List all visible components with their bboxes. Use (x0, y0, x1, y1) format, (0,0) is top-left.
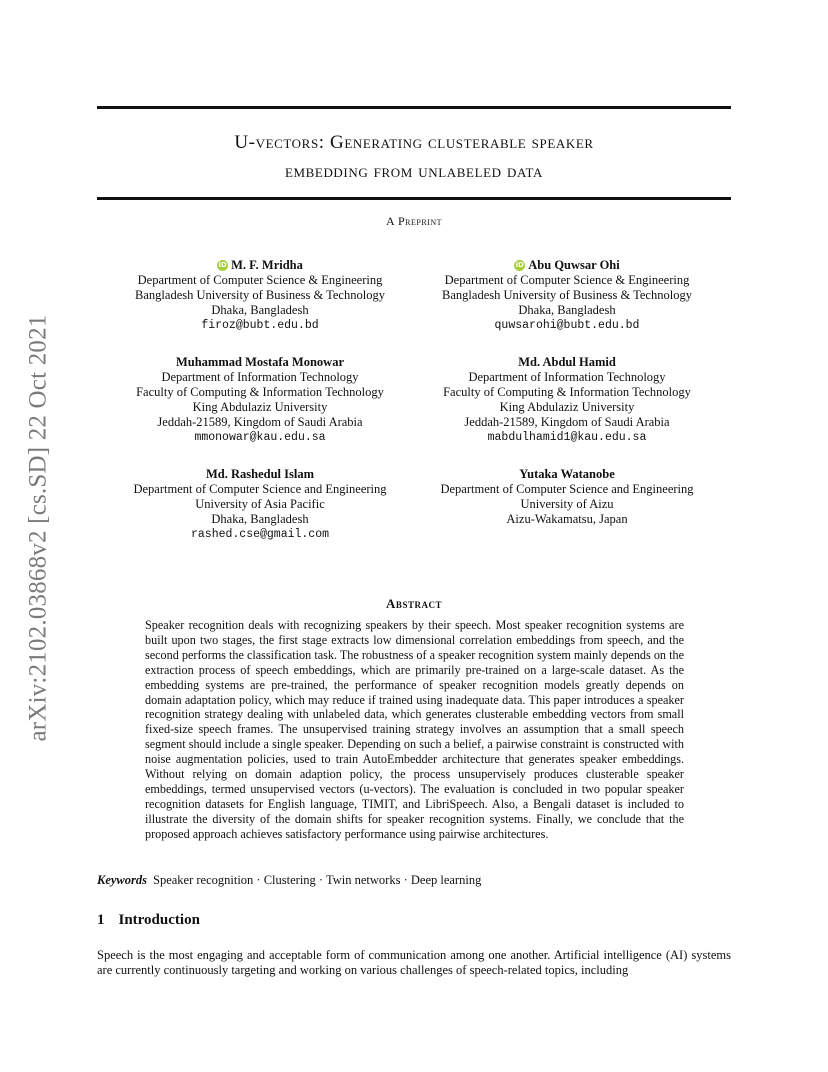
author-name: Muhammad Mostafa Monowar (175, 355, 345, 369)
author-name: iD M. F. Mridha (218, 258, 303, 272)
preprint-label: A Preprint (385, 214, 442, 228)
author-block (110, 258, 410, 333)
author-affiliation: King Abdulaziz University (192, 400, 328, 414)
author-affiliation: Department of Information Technology (468, 370, 666, 384)
abstract-heading: Abstract (386, 596, 442, 611)
author-affiliation: Department of Computer Science and Engineering (440, 482, 694, 496)
author-affiliation: Aizu-Wakamatsu, Japan (506, 512, 628, 526)
author-affiliation: Department of Computer Science and Engineering (133, 482, 387, 496)
author-affiliation: Jeddah-21589, Kingdom of Saudi Arabia (464, 415, 670, 429)
abstract-text: Speaker recognition deals with recognizing speakers by their speech. Most speaker recognition systems are built upon two stages, the first stage extracts low dimensional correlation embeddings from speech, and the second performs the classification task. The robustness of a speaker recognition system mainly depends on the extraction process of speech embeddings, which are primarily pre-trained on a large-scale dataset. As the embedding systems are pre-trained, the performance of speaker recognition models greatly depends on domain adaptation policy, which may reduce if trained using inadequate data. This paper introduces a speaker recognition strategy dealing with unlabeled data, which generates clusterable embedding vectors from small fixed-size speech frames. The unsupervised training strategy involves an assumption that a small speech segment should include a single speaker. Depending on such a belief, a pairwise constraint is constructed with noise augmentation policies, used to train AutoEmbedder architecture that generates speaker embeddings. Without relying on domain adaption policy, the process unsupervisely produces clusterable speaker embeddings, termed unsupervised vectors (u-vectors). The evaluation is concluded in two popular speaker recognition datasets for English language, TIMIT, and LibriSpeech. Also, a Bengali dataset is included to illustrate the diversity of the domain shifts for speaker recognition systems. Finally, we conclude that the proposed approach achieves satisfactory performance using pairwise architectures. (145, 618, 684, 841)
author-affiliation: University of Asia Pacific (195, 497, 325, 511)
author-email[interactable]: firoz@bubt.edu.bd (201, 319, 319, 332)
section-heading (97, 912, 200, 929)
author-name: Md. Abdul Hamid (518, 355, 616, 369)
author-affiliation: Dhaka, Bangladesh (211, 303, 309, 317)
author-affiliation: King Abdulaziz University (499, 400, 635, 414)
author-block (417, 355, 717, 445)
author-affiliation: University of Aizu (520, 497, 614, 511)
keywords-line (97, 873, 731, 888)
section-number: 1 (97, 912, 105, 928)
author-block (417, 258, 717, 333)
author-email[interactable]: mabdulhamid1@kau.edu.sa (487, 431, 647, 444)
arxiv-side-stamp (20, 295, 56, 760)
author-affiliation: Bangladesh University of Business & Technology (135, 288, 385, 302)
orcid-icon[interactable]: iD (515, 261, 524, 269)
keywords-text: Speaker recognition · Clustering · Twin networks · Deep learning (153, 873, 482, 887)
author-name: Md. Rashedul Islam (205, 467, 314, 481)
author-email[interactable]: rashed.cse@gmail.com (190, 528, 330, 541)
title-top-rule (97, 106, 731, 109)
author-name: iD Abu Quwsar Ohi (515, 258, 620, 272)
arxiv-identifier: arXiv:2102.03868v2 [cs.SD] 22 Oct 2021 (24, 314, 51, 741)
section-title: Introduction (118, 912, 200, 928)
author-name: Yutaka Watanobe (519, 467, 615, 481)
author-affiliation: Bangladesh University of Business & Technology (442, 288, 692, 302)
title-bottom-rule (97, 197, 731, 200)
author-affiliation: Dhaka, Bangladesh (211, 512, 309, 526)
author-affiliation: Department of Computer Science & Engineering (137, 273, 383, 287)
author-block (417, 467, 717, 527)
author-affiliation: Faculty of Computing & Information Technology (443, 385, 691, 399)
title-line-1: U-vectors: Generating clusterable speaker (234, 132, 594, 153)
title-line-2: embedding from unlabeled data (284, 161, 544, 182)
author-affiliation: Department of Computer Science & Engineering (444, 273, 690, 287)
author-affiliation: Jeddah-21589, Kingdom of Saudi Arabia (157, 415, 363, 429)
author-affiliation: Department of Information Technology (161, 370, 359, 384)
orcid-icon[interactable]: iD (218, 261, 227, 269)
author-email[interactable]: quwsarohi@bubt.edu.bd (494, 319, 640, 332)
author-email[interactable]: mmonowar@kau.edu.sa (194, 431, 326, 444)
author-block (110, 467, 410, 542)
author-block (110, 355, 410, 445)
paper-title (97, 128, 731, 186)
keywords-label: Keywords (97, 873, 147, 887)
author-affiliation: Faculty of Computing & Information Technology (136, 385, 384, 399)
author-affiliation: Dhaka, Bangladesh (518, 303, 616, 317)
introduction-text: Speech is the most engaging and acceptable form of communication among one another. Artificial intelligence (AI) systems are currently continuously targeting and working on various challenges of speech-related topics, including (97, 948, 731, 977)
